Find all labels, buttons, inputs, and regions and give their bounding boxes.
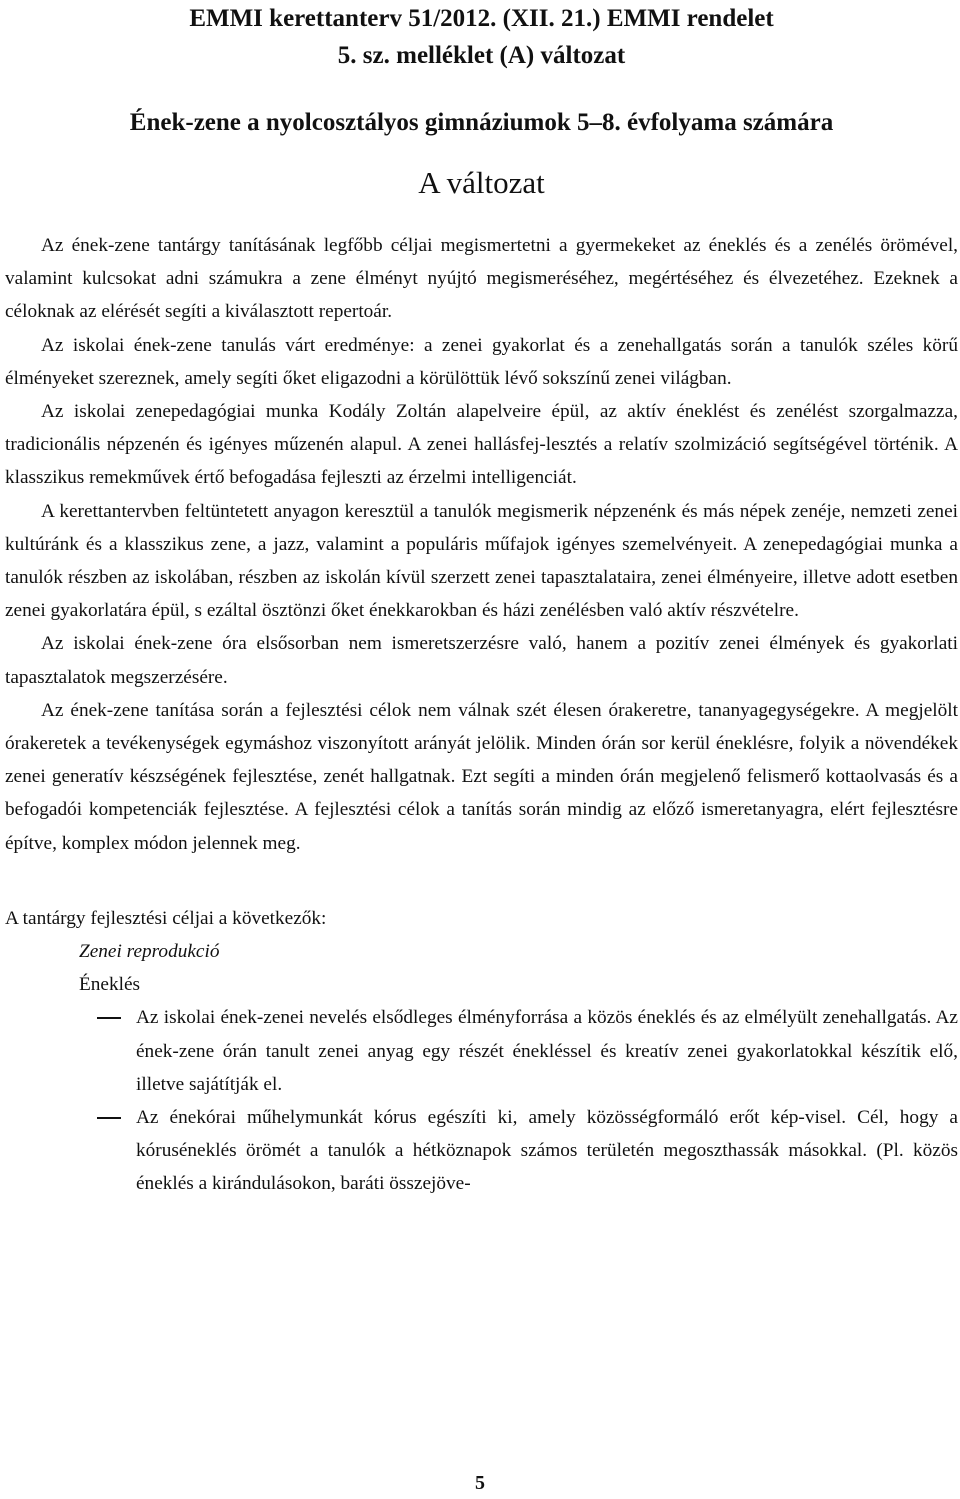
document-subtitle: Ének-zene a nyolcosztályos gimnáziumok 5–8. évfolyama számára <box>129 109 834 136</box>
page-number: 5 <box>475 1472 485 1494</box>
header-line-2: 5. sz. melléklet (A) változat <box>337 42 626 69</box>
list-item <box>5 1101 958 1201</box>
paragraph: A kerettantervben feltüntetett anyagon keresztül a tanulók megismerik népzenénk és más népek zenéje, nemzeti zenei kultúránk és a klasszikus zene, a jazz, valamint a populáris műfajok igényes szemelvényeit. A zenepedagógiai munka a tanulók részben az iskolában, részben az iskolán kívül szerzett zenei tapasztalataira, zenei élményeire, illetve adott esetben zenei gyakorlatára épül, s ezáltal ösztönzi őket énekkarokban és házi zenélésben való aktív részvételre. <box>5 500 958 622</box>
document-page <box>5 0 958 1201</box>
dash-bullet-icon <box>97 1117 121 1119</box>
list-item <box>5 1001 958 1101</box>
paragraph: Az iskolai ének-zene tanulás várt eredménye: a zenei gyakorlat és a zenehallgatás során a tanulók széles körű élményeket szereznek, amely segíti őket eligazodni a körülöttük lévő sokszínű zenei világban. <box>5 334 958 389</box>
dash-bullet-icon <box>97 1017 121 1019</box>
document-header <box>5 0 958 74</box>
goals-subsection-title: Éneklés <box>79 974 141 996</box>
header-line-1: EMMI kerettanterv 51/2012. (XII. 21.) EMMI rendelet <box>189 5 774 32</box>
paragraph: Az ének-zene tantárgy tanításának legfőbb céljai megismertetni a gyermekeket az éneklés és a zenélés örömével, valamint kulcsokat adni számukra a zene élményt nyújtó megismeréséhez, megértéséhez és élvezetéhez. Ezeknek a céloknak az elérését segíti a kiválasztott repertoár. <box>5 235 958 323</box>
list-item-text: Az iskolai ének-zenei nevelés elsődleges élményforrása a közös éneklés és az elmélyült zenehallgatás. Az ének-zene órán tanult zenei anyag egy részét énekléssel és kreatív zenei gyakorlatokkal készítik elő, illetve sajátítják el. <box>136 1007 958 1095</box>
list-item-text: Az énekórai műhelymunkát kórus egészíti ki, amely közösségformáló erőt kép-visel. Cél, hogy a kóruséneklés örömét a tanulók a hétköznapok számos területén megoszthassák másokkal. (Pl. közös éneklés a kirándulásokon, baráti összejöve- <box>136 1107 958 1195</box>
goals-intro: A tantárgy fejlesztési céljai a következők: <box>5 907 327 929</box>
goals-bullet-list <box>5 1001 958 1200</box>
paragraph: Az iskolai ének-zene óra elsősorban nem ismeretszerzésre való, hanem a pozitív zenei élmények és gyakorlati tapasztalatok megszerzésére. <box>5 633 958 688</box>
paragraph: Az iskolai zenepedagógiai munka Kodály Zoltán alapelveire épül, az aktív éneklést és zenélést szorgalmazza, tradicionális népzenén és igényes műzenén alapul. A zenei hallásfej-lesztés a relatív szolmizáció segítségével történik. A klasszikus remekművek értő befogadása fejleszti az érzelmi intelligenciát. <box>5 401 958 489</box>
paragraph: Az ének-zene tanítása során a fejlesztési célok nem válnak szét élesen órakeretre, tananyagegységekre. A megjelölt órakeretek a tevékenységek egymáshoz viszonyított arányát jelölik. Minden órán sor kerül éneklésre, folyik a növendékek zenei generatív készségének fejlesztése, zenét hallgatnak. Ezt segíti a minden órán megjelenő felismerő kottaolvasás és a befogadói kompetenciák fejlesztése. A fejlesztési célok a tanítás során mindig az előző ismeretanyagra, elért fejlesztésre építve, komplex módon jelennek meg. <box>5 699 958 854</box>
goals-section <box>5 902 958 1201</box>
goals-section-title: Zenei reprodukció <box>79 941 220 963</box>
variant-heading: A változat <box>418 165 545 200</box>
document-body <box>5 229 958 860</box>
